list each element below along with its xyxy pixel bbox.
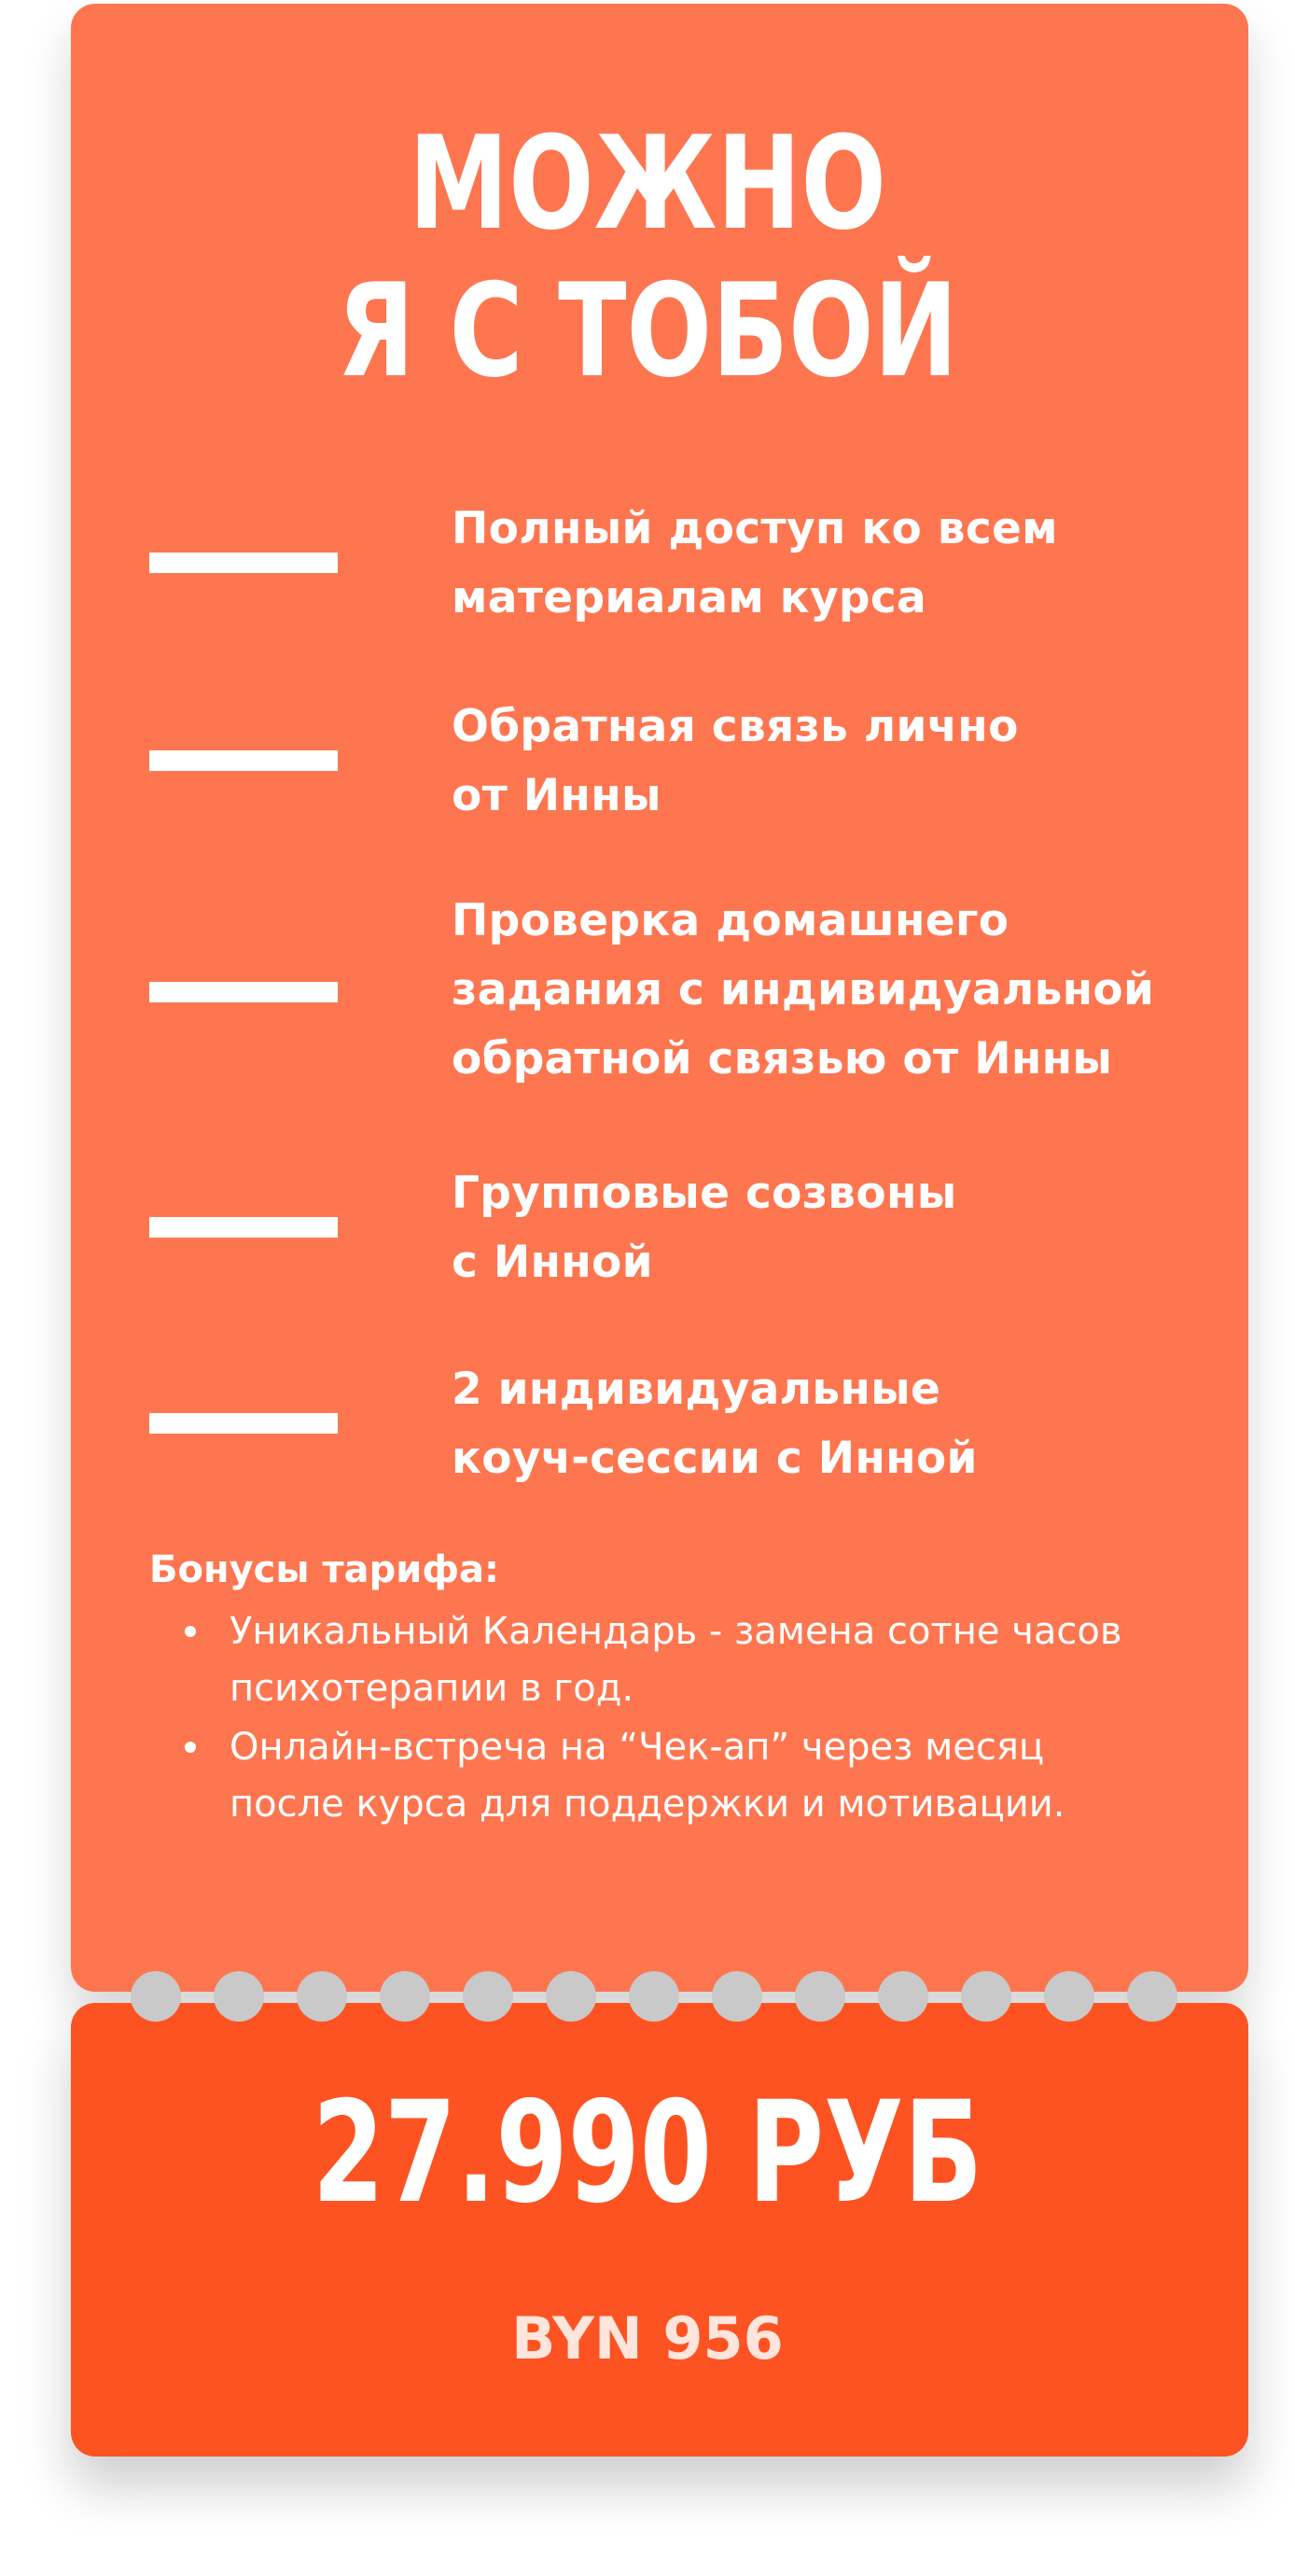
perforation-dot [546, 1971, 596, 2022]
tariff-title [143, 110, 1153, 405]
feature-text [452, 1159, 1245, 1297]
feature-text [452, 693, 1245, 831]
tariff-title-line-2: Я С ТОБОЙ [337, 256, 958, 406]
feature-text [452, 1355, 1245, 1493]
bonus-text: Онлайн-встреча на “Чек-ап” через месяц после курса для поддержки и мотивации. [230, 1726, 1065, 1826]
dash-icon [149, 982, 338, 1002]
ticket-perforation [0, 1971, 1295, 2022]
perforation-dot [795, 1971, 845, 2022]
feature-line: с Инной [452, 1237, 653, 1288]
dash-icon [149, 553, 338, 573]
perforation-dot [1127, 1971, 1177, 2022]
feature-line: Полный доступ ко всем [452, 503, 1058, 554]
price-byn: BYN 956 [511, 2304, 784, 2373]
bullet-icon [185, 1742, 196, 1753]
feature-line: коуч-сессии с Инной [452, 1433, 978, 1484]
feature-line: обратной связью от Инны [452, 1033, 1113, 1085]
feature-line: задания с индивидуальной [452, 964, 1155, 1015]
bonus-title: Бонусы тарифа: [149, 1548, 499, 1591]
dash-icon [149, 750, 338, 771]
perforation-dot [1044, 1971, 1094, 2022]
perforation-dot [712, 1971, 762, 2022]
bonus-text: Уникальный Календарь - замена сотне часов психотерапии в год. [230, 1610, 1122, 1710]
feature-line: Обратная связь лично [452, 701, 1019, 752]
dash-icon [149, 1217, 338, 1238]
feature-text [452, 887, 1245, 1094]
feature-line: материалам курса [452, 572, 927, 623]
perforation-dot [131, 1971, 181, 2022]
bonus-item [177, 1603, 1166, 1717]
perforation-dot [463, 1971, 513, 2022]
perforation-dot [214, 1971, 264, 2022]
bonus-list [177, 1603, 1166, 1835]
bullet-icon [185, 1626, 196, 1637]
bonus-item [177, 1719, 1166, 1833]
perforation-dot [297, 1971, 347, 2022]
perforation-dot [380, 1971, 430, 2022]
feature-line: от Инны [452, 770, 661, 821]
feature-line: 2 индивидуальные [452, 1364, 941, 1415]
price-rub: 27.990 РУБ [312, 2072, 983, 2234]
perforation-dot [629, 1971, 679, 2022]
perforation-dot [878, 1971, 928, 2022]
feature-line: Групповые созвоны [452, 1168, 957, 1219]
tariff-title-line-1: МОЖНО [409, 108, 886, 259]
dash-icon [149, 1413, 338, 1434]
perforation-dot [961, 1971, 1011, 2022]
feature-text [452, 495, 1245, 633]
feature-line: Проверка домашнего [452, 895, 1010, 946]
